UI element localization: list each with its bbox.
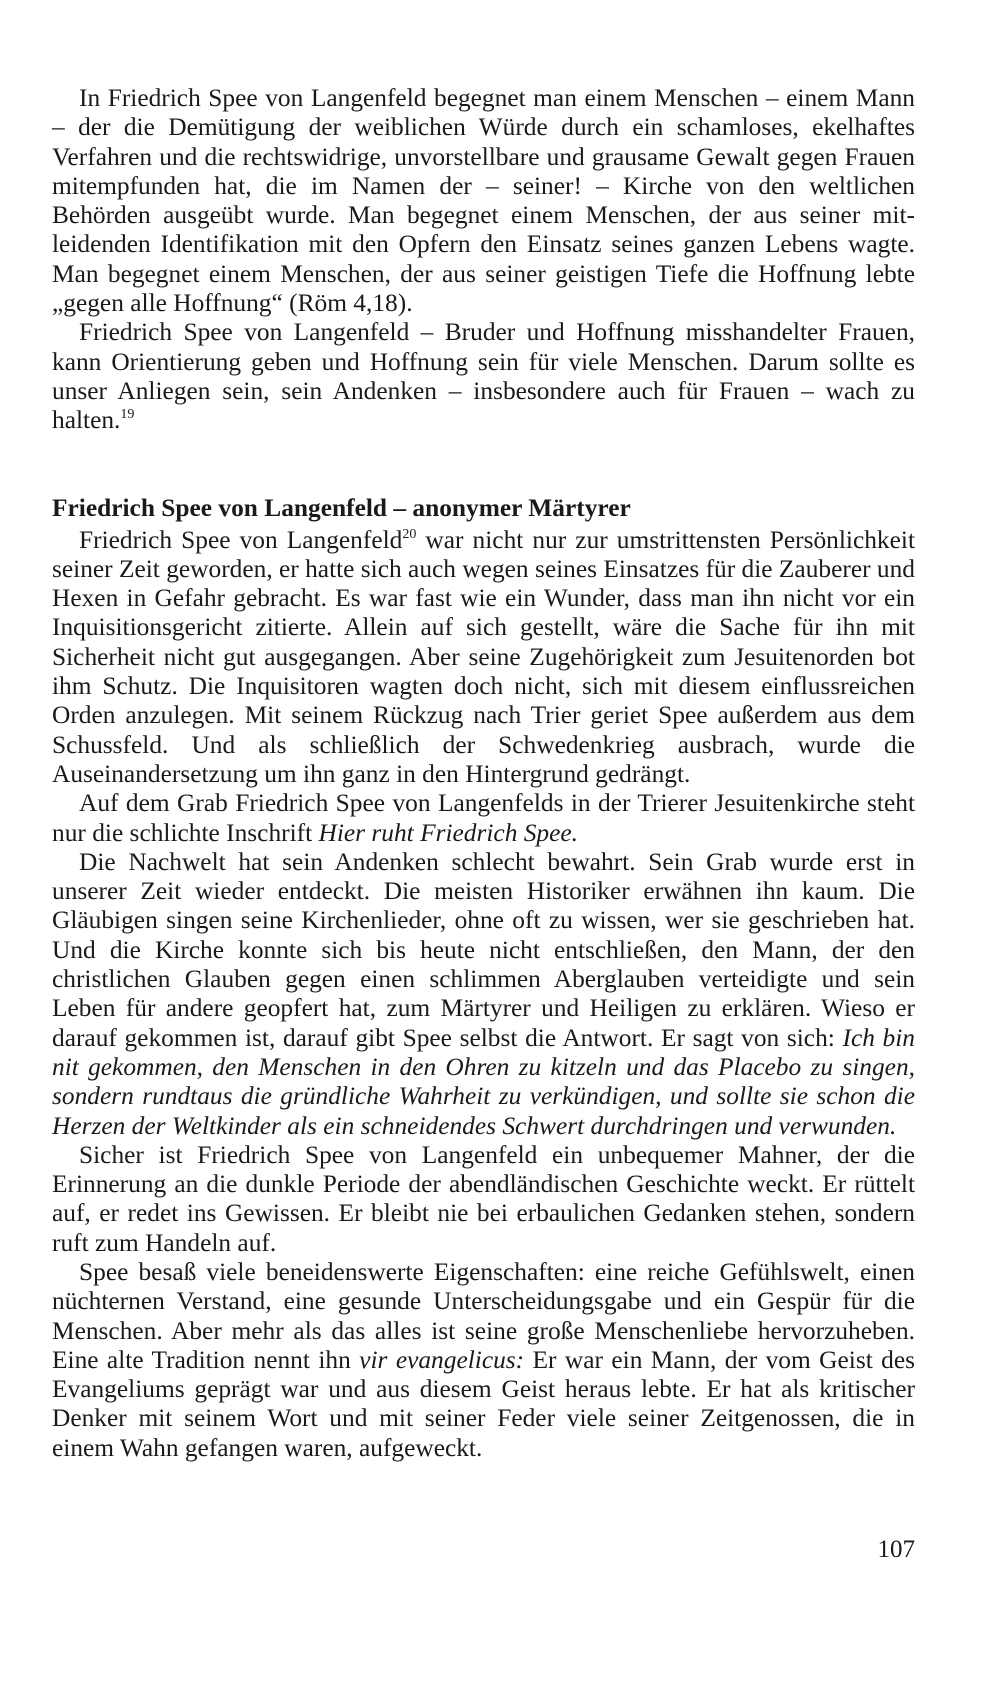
section-paragraph-5-before: Spee besaß viele beneidenswerte Eigenschaften: eine reiche Gefühlswelt, einen nüchternen Verstand, eine gesunde Unterscheidungsgabe und ein Gespür für die Menschen. Aber mehr als das alles ist seine große Menschenliebe hervorzuheben. Eine alte Tradition nennt ihn [52, 1257, 915, 1374]
intro-paragraph-2 [52, 318, 915, 435]
spee-quote: Ich bin nit gekommen, den Menschen in den Ohren zu kitzeln und das Placebo zu singen, sondern rundtaus die gründliche Wahrheit zu verkündigen, und sollte sie schon die Herzen der Weltkinder als ein schneidendes Schwert durchdringen und verwunden. [52, 1023, 915, 1140]
section-paragraph-1-after: war nicht nur zur umstrittensten Persönlichkeit seiner Zeit geworden, er hatte sich auch wegen seines Einsatzes für die Zauberer und Hexen in Gefahr gebracht. Es war fast wie ein Wunder, dass man ihn nicht vor ein Inquisitionsgericht zitierte. Allein auf sich gestellt, wäre die Sache für ihn mit Sicherheit nicht gut ausgegangen. Aber seine Zugehörigkeit zum Jesuitenorden bot ihm Schutz. Die Inquisitoren wagten doch nicht, sich mit diesem einflussreichen Orden anzulegen. Mit seinem Rückzug nach Trier geriet Spee außerdem aus dem Schussfeld. Und als schließlich der Schwedenkrieg ausbrach, wurde die Auseinandersetzung um ihn ganz in den Hintergrund gedrängt. [52, 525, 915, 788]
page-number: 107 [877, 1536, 915, 1563]
section-paragraph-5 [52, 1258, 915, 1463]
section-heading: Friedrich Spee von Langenfeld – anonymer Märtyrer [52, 493, 631, 522]
grave-inscription: Hier ruht Friedrich Spee. [318, 818, 579, 847]
vir-evangelicus: vir evangelicus: [359, 1345, 525, 1374]
section-paragraph-1-before: Friedrich Spee von Langenfeld [79, 525, 403, 554]
section-paragraph-3 [52, 848, 915, 1141]
footnote-ref-20[interactable]: 20 [402, 526, 417, 542]
section-paragraph-4-text: Sicher ist Friedrich Spee von Langenfeld ein unbequemer Mahner, der die Erinnerung an die dunkle Periode der abendländischen Geschichte weckt. Er rüttelt auf, er redet ins Gewissen. Er bleibt nie bei erbaulichen Gedanken stehen, sondern ruft zum Handeln auf. [52, 1140, 915, 1257]
section-paragraph-1 [52, 526, 915, 790]
section-paragraph-5-after: Er war ein Mann, der vom Geist des Evangeliums geprägt war und aus diesem Geist heraus lebte. Er hat als kritischer Denker mit seinem Wort und mit seiner Feder viele seiner Zeitgenossen, die in einem Wahn gefangen waren, aufgeweckt. [52, 1345, 916, 1462]
footnote-ref-19[interactable]: 19 [120, 407, 135, 423]
intro-paragraph-2-text: Friedrich Spee von Langenfeld – Bruder und Hoffnung misshandelter Frauen, kann Orientierung geben und Hoffnung sein für viele Menschen. Darum sollte es unser Anliegen sein, sein Andenken – insbesondere auch für Frauen – wach zu halten. [52, 318, 915, 435]
section-paragraph-2 [52, 789, 915, 848]
section-paragraph-3-before: Die Nachwelt hat sein Andenken schlecht bewahrt. Sein Grab wurde erst in unserer Zeit wieder entdeckt. Die meisten Historiker erwähnen ihn kaum. Die Gläubigen singen seine Kirchenlieder, ohne oft zu wissen, wer sie geschrieben hat. Und die Kirche konnte sich bis heute nicht entschließen, den Mann, der den christlichen Glauben gegen einen schlimmen Aberglauben verteidigte und sein Leben für andere geopfert hat, zum Märtyrer und Heiligen zu erklären. Wieso er darauf gekommen ist, darauf gibt Spee selbst die Antwort. Er sagt von sich: [52, 847, 915, 1052]
intro-paragraph-1-text: In Friedrich Spee von Langenfeld begegnet man einem Menschen – einem Mann – der die Demütigung der weiblichen Würde durch ein schamloses, ekelhaftes Verfahren und die rechtswidrige, unvorstellbare und grausame Gewalt gegen Frauen mitempfunden hat, die im Namen der – seiner! – Kirche von den weltlichen Behörden ausgeübt wurde. Man begegnet einem Menschen, der aus seiner mit-leidenden Identifikation mit den Opfern den Einsatz seines ganzen Lebens wagte. Man begegnet einem Menschen, der aus seiner geistigen Tiefe die Hoffnung lebte „gegen alle Hoffnung“ (Röm 4,18). [52, 84, 915, 318]
section-paragraph-4 [52, 1141, 915, 1258]
section-paragraph-2-before: Auf dem Grab Friedrich Spee von Langenfelds in der Trierer Jesuitenkirche steht nur die schlichte Inschrift [52, 789, 915, 847]
intro-paragraph-1 [52, 84, 915, 318]
page-body [52, 84, 915, 1463]
